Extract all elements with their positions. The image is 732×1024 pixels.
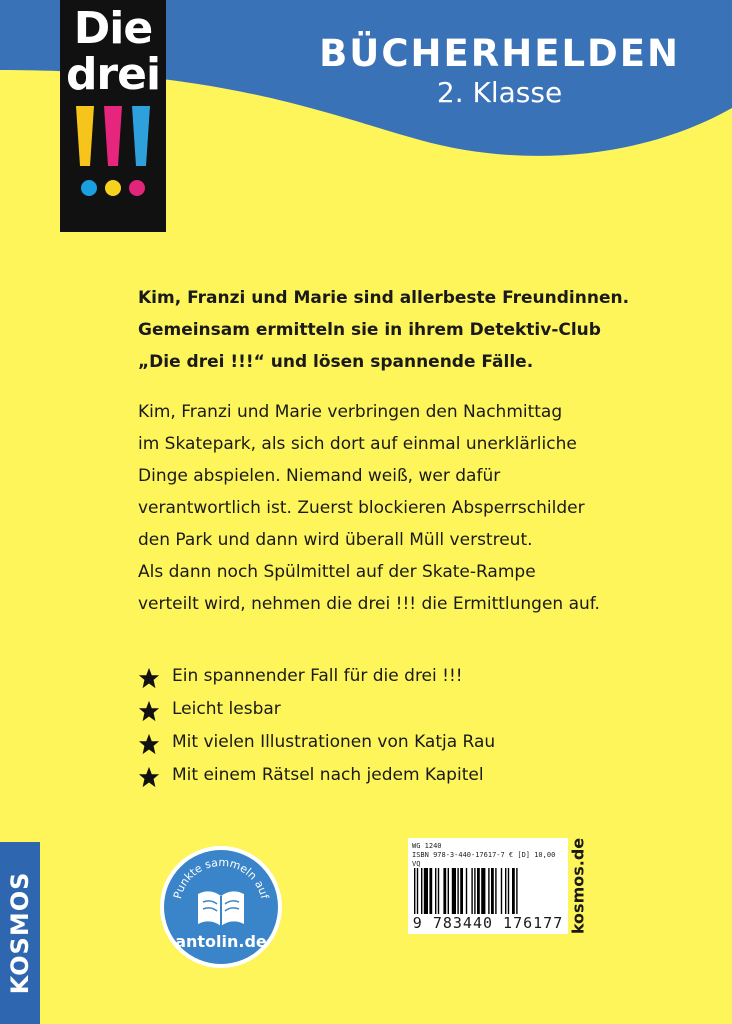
open-book-icon	[198, 891, 244, 926]
barcode-bar	[516, 868, 517, 914]
intro-text	[138, 282, 698, 378]
barcode-bar	[414, 868, 415, 914]
feature-list	[138, 660, 495, 792]
barcode-bar	[429, 868, 432, 914]
logo-dot-pink	[129, 180, 145, 196]
website-url: kosmos.de	[568, 837, 588, 935]
logo-exclamation-marks	[68, 104, 158, 174]
barcode-bar	[443, 868, 446, 914]
barcode-bar	[452, 868, 456, 914]
barcode-isbn: ISBN 978-3-440-17617-7 € [D] 10,00	[412, 851, 556, 859]
barcode-vq: VQ	[412, 860, 421, 868]
blurb-line: Als dann noch Spülmittel auf der Skate-Rampe	[138, 562, 536, 582]
publisher-name: KOSMOS	[6, 871, 34, 995]
logo-dot-yellow	[105, 180, 121, 196]
series-grade: 2. Klasse	[436, 76, 563, 109]
logo-dot-blue	[81, 180, 97, 196]
intro-line: Gemeinsam ermitteln sie in ihrem Detektiv-Club	[138, 320, 601, 340]
blurb-line: den Park und dann wird überall Müll verstreut.	[138, 530, 533, 550]
blurb-line: Kim, Franzi und Marie verbringen den Nachmittag	[138, 402, 563, 422]
antolin-badge	[158, 844, 284, 970]
blurb-line: verantwortlich ist. Zuerst blockieren Absperrschilder	[138, 498, 585, 518]
barcode-bar	[501, 868, 502, 914]
barcode-bar	[460, 868, 463, 914]
feature-item	[138, 693, 495, 726]
barcode-bar	[421, 868, 422, 914]
feature-item	[138, 759, 495, 792]
barcode-bar	[435, 868, 436, 914]
star-icon	[138, 667, 160, 689]
barcode-bar	[508, 868, 509, 914]
barcode-bar	[495, 868, 496, 914]
feature-label: Leicht lesbar	[172, 699, 281, 719]
die-drei-logo	[60, 0, 166, 232]
barcode-bar	[466, 868, 467, 914]
barcode-bars	[412, 868, 564, 914]
barcode-bar	[438, 868, 439, 914]
series-heading	[319, 32, 680, 110]
barcode-digits: 9 783440 176177	[412, 914, 564, 932]
blurb-line: verteilt wird, nehmen die drei !!! die Ermittlungen auf.	[138, 594, 600, 614]
intro-line: „Die drei !!!“ und lösen spannende Fälle.	[138, 352, 534, 372]
barcode-bar	[474, 868, 475, 914]
blurb-text	[138, 396, 698, 620]
barcode-bar	[488, 868, 489, 914]
barcode-bar	[491, 868, 494, 914]
star-icon	[138, 766, 160, 788]
barcode-bar	[512, 868, 515, 914]
barcode-bar	[477, 868, 480, 914]
star-icon	[138, 733, 160, 755]
blurb-line: im Skatepark, als sich dort auf einmal unerklärliche	[138, 434, 577, 454]
feature-label: Mit vielen Illustrationen von Katja Rau	[172, 732, 496, 752]
feature-item	[138, 660, 495, 693]
publisher-bar	[0, 842, 40, 1024]
barcode-box	[408, 838, 568, 934]
feature-label: Ein spannender Fall für die drei !!!	[172, 666, 463, 686]
barcode-bar	[424, 868, 428, 914]
antolin-top-text: Punkte sammeln auf	[170, 855, 272, 901]
barcode-wg: WG 1240	[412, 842, 442, 850]
feature-item	[138, 726, 495, 759]
barcode-bar	[417, 868, 418, 914]
logo-dots	[60, 180, 166, 196]
barcode-bar	[457, 868, 458, 914]
series-name: BÜCHERHELDEN	[319, 32, 680, 75]
logo-text-die: Die	[73, 3, 153, 54]
intro-line: Kim, Franzi und Marie sind allerbeste Freundinnen.	[138, 288, 630, 308]
barcode-bar	[471, 868, 472, 914]
blurb-line: Dinge abspielen. Niemand weiß, wer dafür	[138, 466, 501, 486]
barcode-bar	[481, 868, 485, 914]
logo-text-drei: drei	[65, 49, 161, 100]
barcode-bar	[448, 868, 449, 914]
star-icon	[138, 700, 160, 722]
feature-label: Mit einem Rätsel nach jedem Kapitel	[172, 765, 484, 785]
antolin-brand: antolin.de	[175, 932, 267, 951]
barcode-bar	[505, 868, 506, 914]
